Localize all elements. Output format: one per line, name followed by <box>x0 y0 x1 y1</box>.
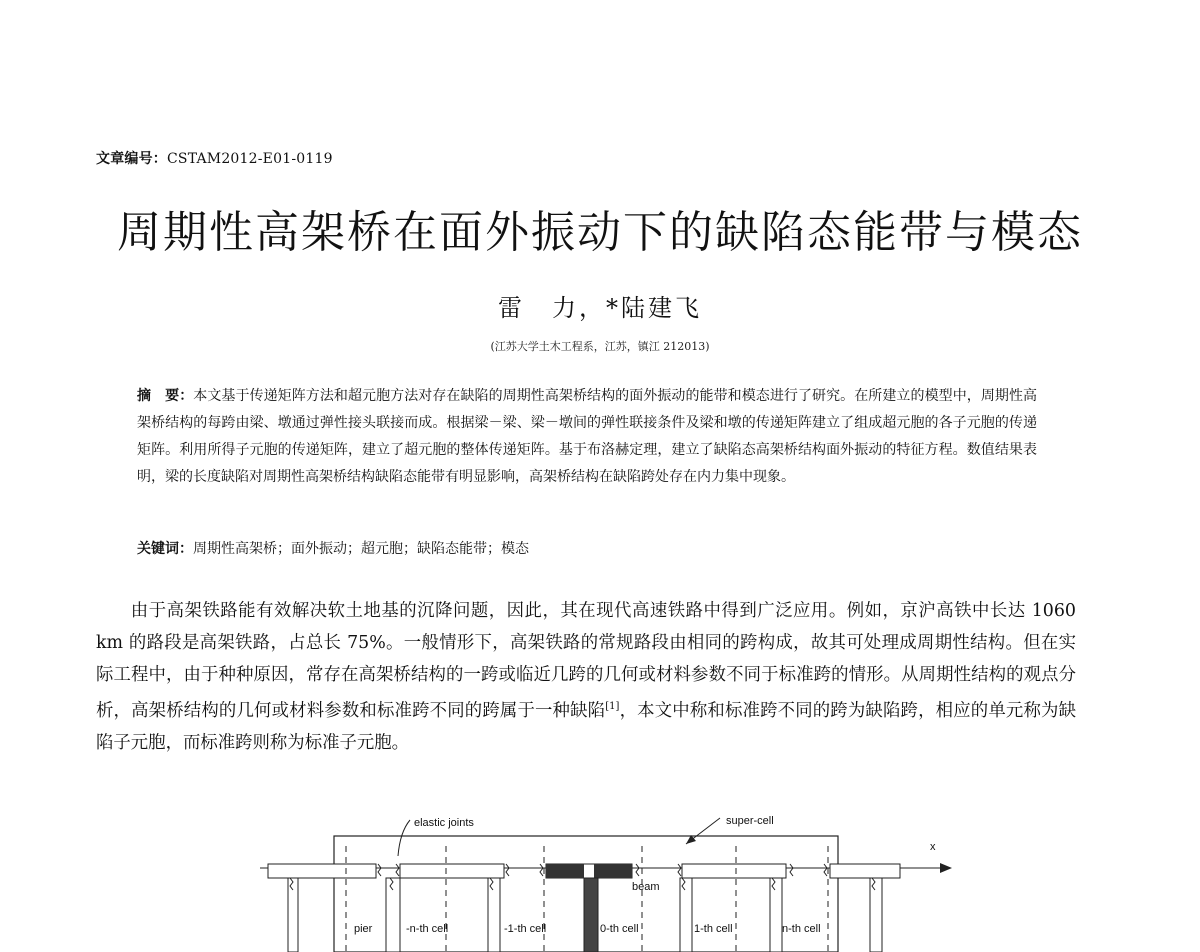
cell-label-0: 0-th cell <box>600 923 639 935</box>
pier <box>386 878 400 952</box>
defect-pier <box>584 878 598 952</box>
pier <box>770 878 782 952</box>
x-axis-arrow <box>940 863 952 873</box>
defect-beam-left <box>546 864 584 878</box>
abstract-label: 摘 要： <box>137 388 194 404</box>
article-number-value: CSTAM2012-E01-0119 <box>167 151 333 167</box>
bridge-diagram <box>250 806 970 952</box>
body-text <box>96 596 1076 760</box>
elastic-joints-label: elastic joints <box>414 817 474 829</box>
beam <box>268 864 376 878</box>
pier <box>870 878 882 952</box>
authors: 雷 力，*陆建飞 <box>498 294 702 322</box>
body-paragraph-part2: ，本文中称和标准跨不同的跨为缺陷跨，相应的单元称为缺陷子元胞，而标准跨则称为标准子元胞。 <box>96 701 1076 753</box>
joint-spring <box>790 864 793 876</box>
joint-spring <box>378 864 381 876</box>
bridge-figure <box>250 806 970 952</box>
keywords-label: 关键词： <box>137 541 193 557</box>
pier <box>288 878 298 952</box>
pier-label: pier <box>354 923 373 935</box>
beam <box>830 864 900 878</box>
cell-label-neg-1: -1-th cell <box>504 923 547 935</box>
citation-ref: [1] <box>605 701 620 713</box>
super-cell-label: super-cell <box>726 815 774 827</box>
keywords <box>137 538 1037 558</box>
article-number <box>96 148 333 168</box>
joint-spring <box>396 864 399 876</box>
joint-spring <box>636 864 639 876</box>
elastic-joints-leader <box>398 820 410 856</box>
affiliation: (江苏大学土木工程系，江苏，镇江 212013) <box>490 340 710 353</box>
paper-title: 周期性高架桥在面外振动下的缺陷态能带与模态 <box>117 207 1083 258</box>
body-paragraph-part1: 由于高架铁路能有效解决软土地基的沉降问题，因此，其在现代高速铁路中得到广泛应用。例如，京沪高铁中长达 1060 km 的路段是高架铁路，占总长 75%。一般情形下，高架铁路的常规路段由相同的跨构成，故其可处理成周期性结构。但在实际工程中，由于种种原因，常存在高架桥结构的一跨或临近几跨的几何或材料参数不同于标准跨的情形。从周期性结构的观点分析，高架桥结构的几何或材料参数和标准跨不同的跨属于一种缺陷 <box>96 601 1076 722</box>
abstract <box>137 383 1037 491</box>
body-paragraph <box>96 596 1076 760</box>
joint-spring <box>506 864 509 876</box>
x-axis-label: x <box>930 841 936 853</box>
cell-label-neg-n: -n-th cell <box>406 923 449 935</box>
defect-beam-right <box>594 864 632 878</box>
joint-spring <box>678 864 681 876</box>
beam <box>400 864 504 878</box>
keywords-text: 周期性高架桥；面外振动；超元胞；缺陷态能带；模态 <box>193 541 529 557</box>
pier <box>488 878 500 952</box>
article-number-label: 文章编号： <box>96 151 167 167</box>
pier <box>680 878 692 952</box>
abstract-text: 本文基于传递矩阵方法和超元胞方法对存在缺陷的周期性高架桥结构的面外振动的能带和模态进行了研究。在所建立的模型中，周期性高架桥结构的每跨由梁、墩通过弹性接头联接而成。根据梁－梁、梁－墩间的弹性联接条件及梁和墩的传递矩阵建立了组成超元胞的各子元胞的传递矩阵。利用所得子元胞的传递矩阵，建立了超元胞的整体传递矩阵。基于布洛赫定理，建立了缺陷态高架桥结构面外振动的特征方程。数值结果表明，梁的长度缺陷对周期性高架桥结构缺陷态能带有明显影响，高架桥结构在缺陷跨处存在内力集中现象。 <box>137 388 1038 485</box>
cell-label-1: 1-th cell <box>694 923 733 935</box>
joint-spring <box>540 864 543 876</box>
joint-spring <box>824 864 827 876</box>
beam <box>682 864 786 878</box>
cell-label-n: n-th cell <box>782 923 821 935</box>
beam-label: beam <box>632 881 660 893</box>
